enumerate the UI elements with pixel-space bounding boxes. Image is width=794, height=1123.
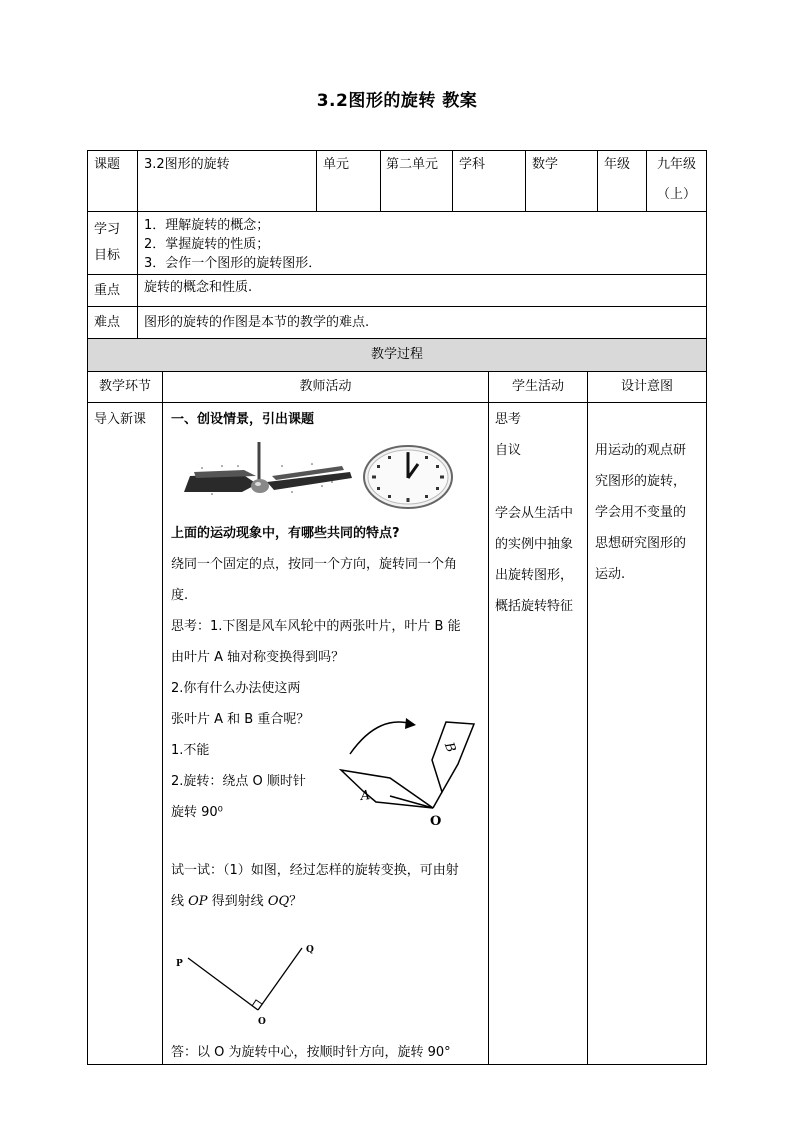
section-heading: 一、创设情景，引出课题 [171,412,315,427]
key-point-value: 旋转的概念和性质. [144,280,253,295]
design-intent: 用运动的观点研 究图形的旋转， 学会用不变量的 思想研究图形的 运动. [595,443,687,582]
question-text: 上面的运动现象中，有哪些共同的特点? [171,526,400,541]
teacher-body: 绕同一个固定的点，按同一个方向，旋转同一个角 度. 思考：1.下图是风车风轮中的两张叶片，叶片 B 能 由叶片 A 轴对称变换得到吗？ 2.你有什么办法使这两 张叶片 A 和 B 重合呢？ 1.不能 2.旋转：绕点 O 顺时针 旋转 90⁰ [171,557,461,820]
ray-op-oq-figure [172,938,322,1030]
goals-label: 学习 目标 [94,222,121,263]
column-header-student: 学生活动 [511,379,564,394]
point-q-label: Q [306,945,314,955]
student-activity: 思考 自议 [495,412,522,458]
page-title: 3.2图形的旋转 教案 [316,91,478,111]
goals-list [144,216,321,273]
process-heading: 教学过程 [370,347,423,362]
unit-label: 单元 [323,157,350,172]
subject-label: 学科 [459,157,486,172]
difficulty-label: 难点 [94,315,121,330]
difficulty-value: 图形的旋转的作图是本节的教学的难点. [144,315,370,330]
column-header-stage: 教学环节 [98,379,151,394]
grade-value: 九年级 （上） [656,157,696,202]
propeller-illustration [182,436,354,498]
column-header-teacher: 教师活动 [299,379,352,394]
try-it-text: 试一试：（1）如图，经过怎样的旋转变换，可由射 线 OP 得到射线 OQ？ [171,863,459,909]
stage-label: 导入新课 [94,412,147,427]
goal-item: 2．掌握旋转的性质； [144,237,270,252]
goal-item: 3．会作一个图形的旋转图形． [144,256,322,271]
course-value: 3.2图形的旋转 [144,157,230,172]
blade-a-label: A [359,788,371,804]
column-header-intent: 设计意图 [620,379,673,394]
goal-item: 1．理解旋转的概念； [144,218,270,233]
course-label: 课题 [94,157,121,172]
key-point-label: 重点 [94,283,121,298]
clock-illustration [362,444,454,510]
blade-b-label: B [440,740,459,755]
unit-value: 第二单元 [386,157,439,172]
center-o-label: O [430,814,442,829]
student-activity-detail: 学会从生活中 的实例中抽象 出旋转图形， 概括旋转特征 [495,506,574,614]
rotation-blades-figure [336,712,486,830]
grade-label: 年级 [604,157,631,172]
final-answer: 答：以 O 为旋转中心，按顺时针方向，旋转 90° [171,1045,451,1060]
point-o-label: O [258,1017,266,1027]
point-p-label: P [176,959,183,969]
subject-value: 数学 [532,157,559,172]
